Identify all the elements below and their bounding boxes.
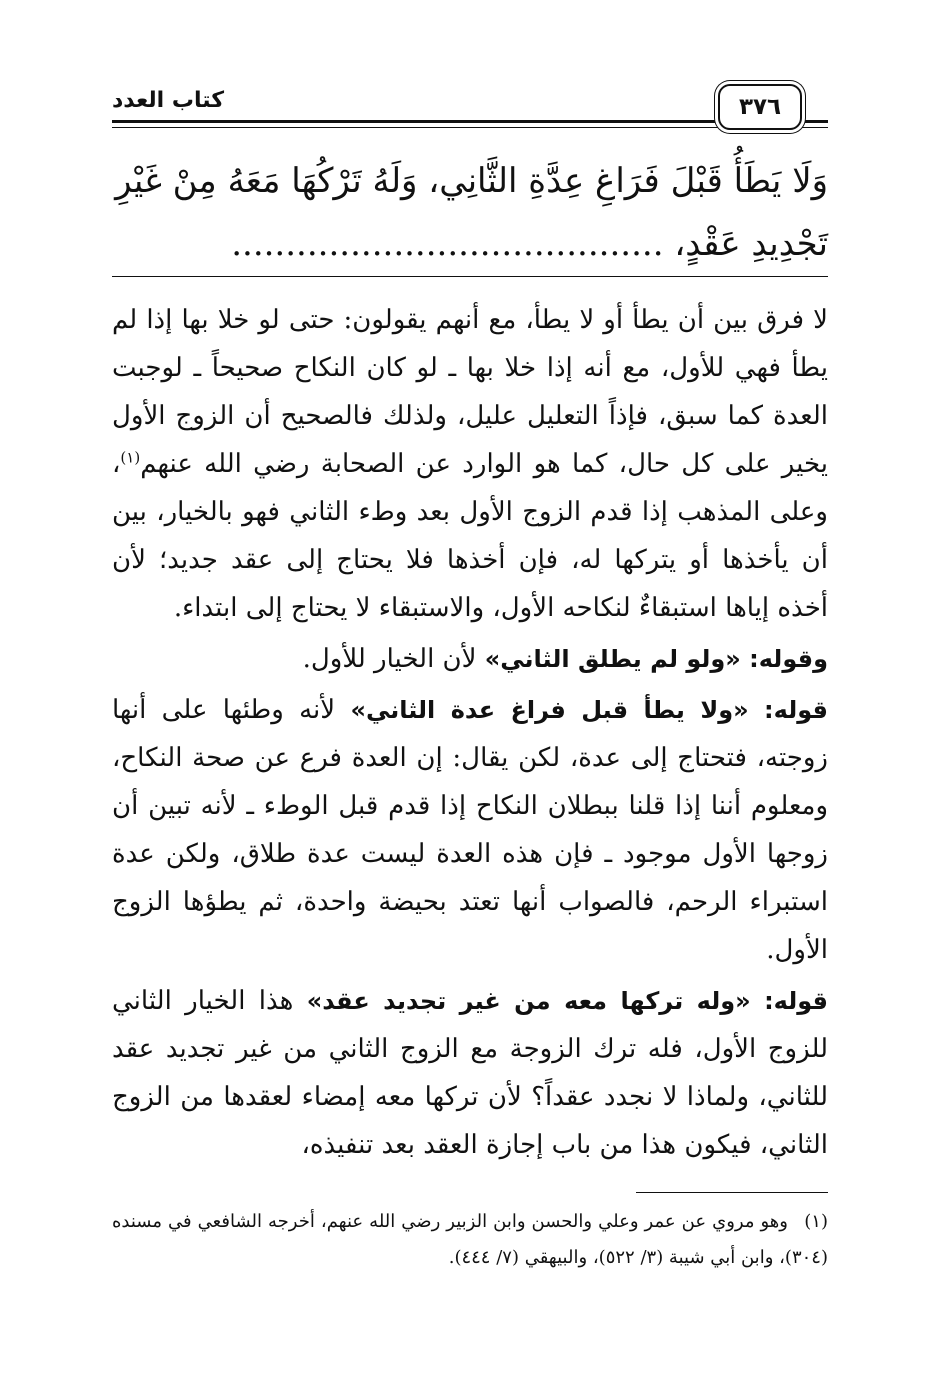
commentary-paragraph (112, 977, 828, 1169)
paragraph-text: ، وعلى المذهب إذا قدم الزوج الأول بعد وطء الثاني فهو بالخيار، بين أن يأخذها أو يتركها له، فإن أخذها فلا يحتاج إلى عقد جديد؛ لأن أخذه إياها استبقاءٌ لنكاحه الأول، والاستبقاء لا يحتاج إلى ابتداء. (112, 449, 828, 623)
page-number: ٣٧٦ (738, 94, 782, 120)
footnote (112, 1204, 828, 1276)
footnote-reference: (١) (120, 448, 141, 467)
commentary-paragraph (112, 635, 828, 683)
quoted-matn-lead: قوله: «وله تركها معه من غير تجديد عقد» (306, 987, 829, 1015)
quoted-matn-lead: وقوله: «ولو لم يطلق الثاني» (484, 645, 828, 673)
page-number-frame (718, 84, 802, 130)
matn-line: تَجْدِيدِ عَقْدٍ، ........................................ (231, 224, 828, 264)
footnote-number: (١) (804, 1211, 828, 1232)
footnotes (112, 1204, 828, 1276)
footnote-text: وهو مروي عن عمر وعلي والحسن وابن الزبير رضي الله عنهم، أخرجه الشافعي في مسنده (٣٠٤)، وابن أبي شيبة (٣/ ٥٢٢)، والبيهقي (٧/ ٤٤٤). (112, 1211, 828, 1268)
running-title: كتاب العدد (112, 88, 225, 113)
commentary-paragraph (112, 296, 828, 632)
matn-text (112, 150, 828, 276)
footnote-separator-rule (636, 1192, 828, 1193)
matn-line: وَلَا يَطَأُ قَبْلَ فَرَاغِ عِدَّةِ الثَّانِي، وَلَهُ تَرْكُهَا مَعَهُ مِنْ غَيْرِ (115, 161, 828, 201)
paragraph-text: لأنه وطئها على أنها زوجته، فتحتاج إلى عدة، لكن يقال: إن العدة فرع عن صحة النكاح، ومعلوم أننا إذا قلنا ببطلان النكاح إذا قدم قبل الوطء ـ لأنه تبين أن زوجها الأول موجود ـ فإن هذه العدة ليست عدة طلاق، ولكن عدة استبراء الرحم، فالصواب أنها تعتد بحيضة واحدة، ثم يطؤها الزوج الأول. (112, 695, 828, 965)
matn-separator-rule (112, 276, 828, 277)
commentary-body (112, 296, 828, 1169)
paragraph-text: لأن الخيار للأول. (302, 644, 485, 674)
paragraph-text: هذا الخيار الثاني للزوج الأول، فله ترك الزوجة مع الزوج الثاني من غير تجديد عقد للثاني، ولماذا لا نجدد عقداً؟ لأن تركها معه إمضاء لعقدها من الزوج الثاني، فيكون هذا من باب إجازة العقد بعد تنفيذه، (112, 986, 828, 1160)
quoted-matn-lead: قوله: «ولا يطأ قبل فراغ عدة الثاني» (350, 696, 828, 724)
commentary-paragraph (112, 686, 828, 974)
page-header (112, 84, 828, 134)
header-rule-thin (112, 127, 828, 128)
paragraph-text: لا فرق بين أن يطأ أو لا يطأ، مع أنهم يقولون: حتى لو خلا بها إذا لم يطأ فهي للأول، مع أنه إذا خلا بها ـ لو كان النكاح صحيحاً ـ لوجبت العدة كما سبق، فإذاً التعليل عليل، ولذلك فالصحيح أن الزوج الأول يخير على كل حال، كما هو الوارد عن الصحابة رضي الله عنهم (112, 305, 828, 479)
